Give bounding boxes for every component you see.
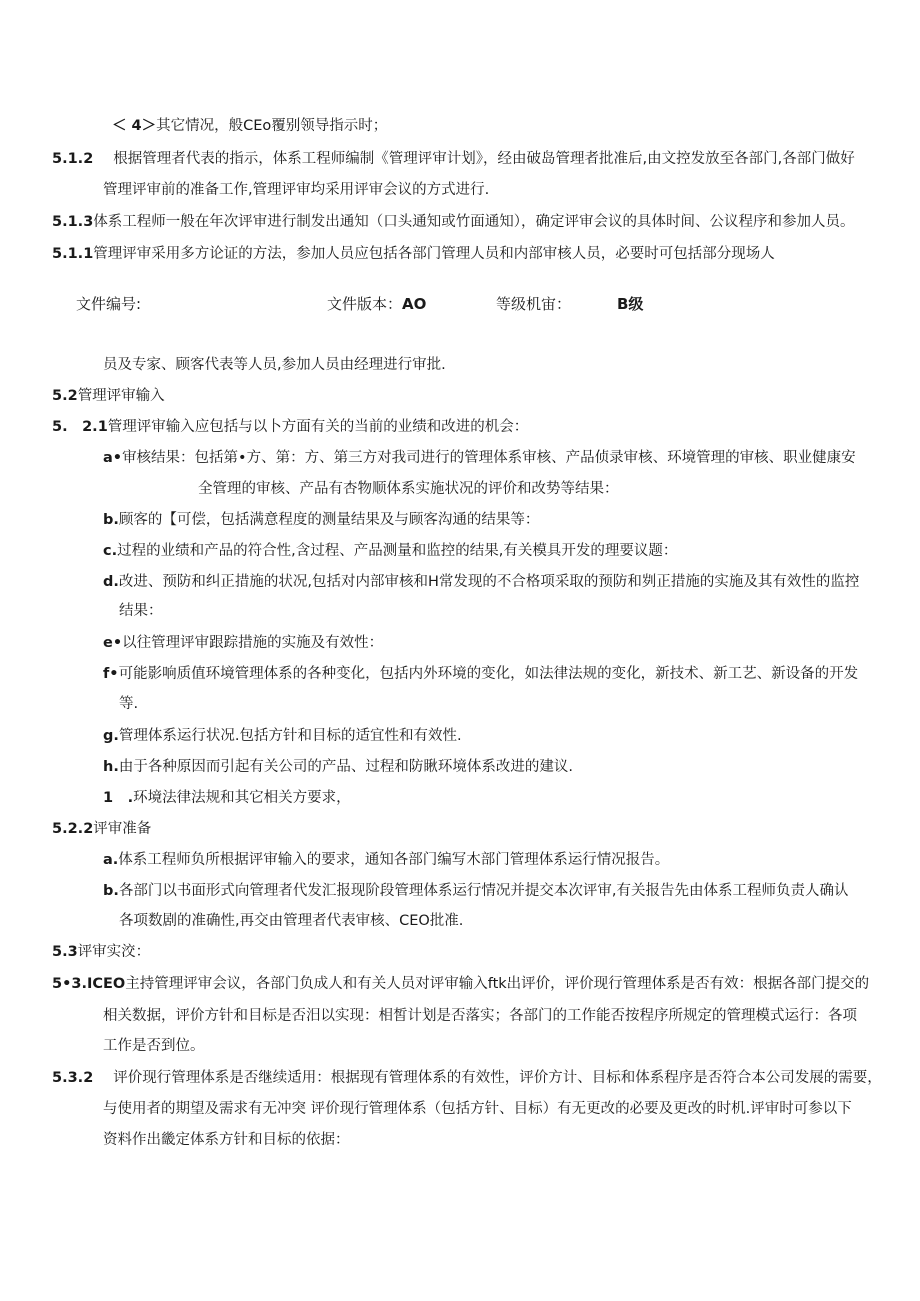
prep-item-b-cont: 各项数剧的准确性,再交由管理者代表审核、CEO批准. bbox=[119, 913, 464, 929]
list-item-b: b.顾客的【可偿，包括满意程度的测量结果及与顾客沟通的结果等： bbox=[103, 512, 540, 528]
list-item-a-cont: 全管理的审核、产品有杏物顺体系实施状况的评价和改势等结果： bbox=[198, 481, 619, 497]
line-l03: 管理评审前的准备工作,管理评审均采用评审会议的方式进行. bbox=[103, 182, 490, 198]
line-l02: 5.1.2 根据管理者代表的指示，体系工程师编制《管理评审计划》，经由破岛管理者批准后,由文控发放至各部门,各部门做好 bbox=[52, 151, 855, 167]
list-item-g: g.管理体系运行状况.包括方针和目标的适宜性和有效性. bbox=[103, 728, 462, 744]
section-heading-5-2: 5.2管理评审输入 bbox=[52, 388, 165, 404]
level-label: 等级机宙： bbox=[496, 295, 572, 313]
version-field: 文件版本：AO bbox=[327, 295, 427, 313]
list-item-f: f•可能影响质值环境管理体系的各种变化，包括内外环境的变化，如法律法规的变化，新技术、新工艺、新设备的开发 bbox=[103, 666, 859, 682]
list-item-e: e•以往管理评审跟踪措施的实施及有效性： bbox=[103, 635, 384, 651]
line-l26: 5•3.ICEO主持管理评审会议，各部门负成人和有关人员对评审输入ftk出评价，评价现行管理体系是否有效：根据各部门提交的 bbox=[52, 976, 870, 992]
line-l29: 5.3.2 评价现行管理体系是否继续适用：根据现有管理体系的有效性，评价方计、目标和体系程序是否符合本公司发展的需要， bbox=[52, 1070, 882, 1086]
line-l28: 工作是否到位。 bbox=[103, 1038, 205, 1054]
prep-item-b: b.各部门以书面形式向管理者代发汇报现阶段管理体系运行情况并提交本次评审,有关报告先由体系工程师负责人确认 bbox=[103, 883, 849, 899]
prep-item-a: a.体系工程师负所根据评审输入的要求，通知各部门编写木部门管理体系运行情况报告。 bbox=[103, 852, 670, 868]
line-l08: 5. 2.1管理评审输入应包括与以卜方面有关的当前的业绩和改进的机会： bbox=[52, 419, 529, 435]
doc-number-label: 文件编号: bbox=[76, 295, 142, 313]
line-l30: 与使用者的期望及需求有无冲突 评价现行管理体系（包括方针、目标）有无更改的必要及更改的时机.评审时可参以下 bbox=[103, 1101, 852, 1117]
line-l27: 相关数据，评价方针和目标是否汨以实现：相皙计划是否落实；各部门的工作能否按程序所规定的管理模式运行：各项 bbox=[103, 1008, 857, 1024]
list-item-d-cont: 结果： bbox=[119, 603, 163, 619]
line-l01: ＜ 4＞其它情况，般CEo覆别领导指示时； bbox=[112, 118, 388, 134]
section-heading-5-3: 5.3评审实洨： bbox=[52, 944, 151, 960]
line-l31: 资料作出畿定体系方针和目标的依据： bbox=[103, 1132, 350, 1148]
list-item-1: 1 .环境法律法规和其它相关方要求， bbox=[103, 790, 351, 806]
section-heading-5-2-2: 5.2.2评审准备 bbox=[52, 821, 152, 837]
level-value: B级 bbox=[617, 295, 644, 313]
list-item-a: a•审核结果：包括第•方、第：方、第三方对我司进行的管理体系审核、产品侦录审核、环境管理的审核、职业健康安 bbox=[103, 450, 856, 466]
list-item-d: d.改进、预防和纠正措施的状况,包括对内部审核和H常发现的不合格项采取的预防和刿正措施的实施及其有效性的监控 bbox=[103, 574, 860, 590]
list-item-f-cont: 等. bbox=[119, 696, 139, 712]
line-l04: 5.1.3体系工程师一般在年次评审进行制发出通知（口头通知或竹面通知），确定评审会议的具体时间、公议程序和参加人员。 bbox=[52, 214, 855, 230]
line-l06: 员及专家、顾客代表等人员,参加人员由经理进行审批. bbox=[103, 357, 446, 373]
list-item-c: c.过程的业绩和产品的符合性,含过程、产品测量和监控的结果,有关模具开发的理要议题： bbox=[103, 543, 678, 559]
line-l05: 5.1.1管理评审采用多方论证的方法，参加人员应包括各部门管理人员和内部审核人员，必要时可包括部分现场人 bbox=[52, 246, 775, 262]
list-item-h: h.由于各种原因而引起有关公司的产品、过程和防瞅环境体系改进的建议. bbox=[103, 759, 573, 775]
